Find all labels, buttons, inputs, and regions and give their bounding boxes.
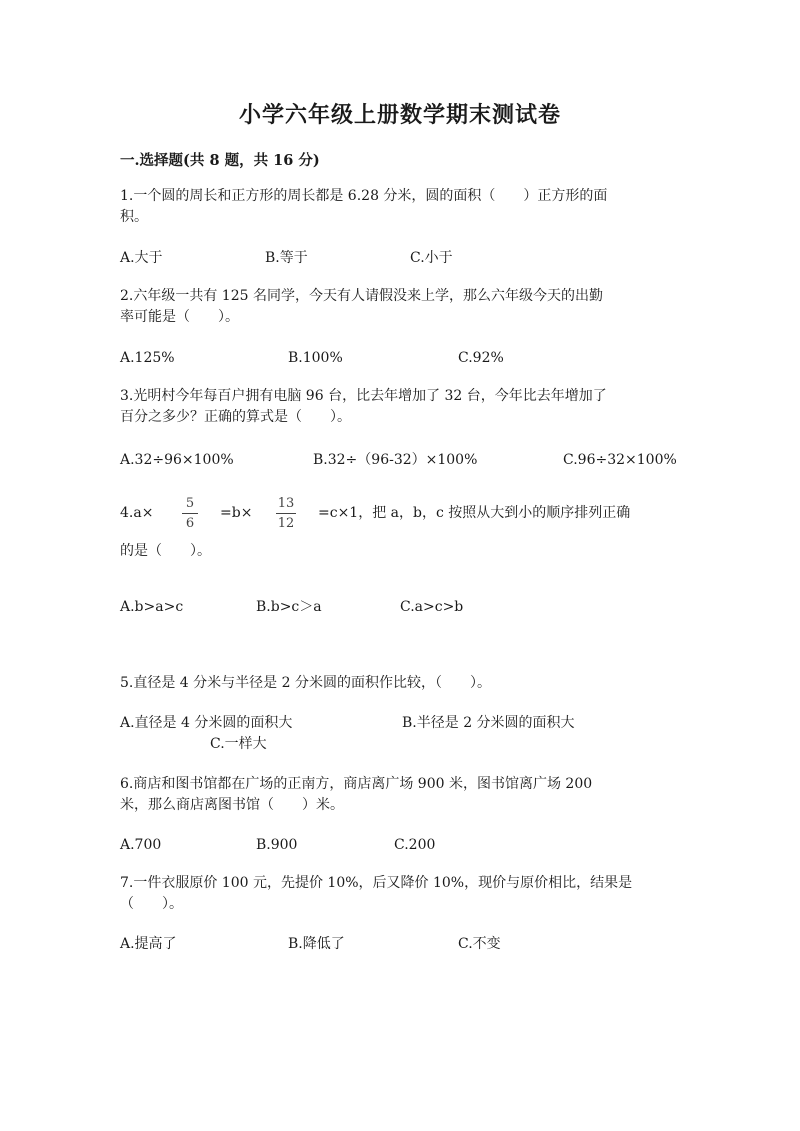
question-5 xyxy=(120,673,491,694)
question-6-line-2: 米，那么商店离图书馆（ ）米。 xyxy=(120,797,344,813)
q6-option-b: B.900 xyxy=(256,837,298,853)
fraction-numerator: 5 xyxy=(185,496,195,511)
question-7-line-1: 7.一件衣服原价 100 元，先提价 10%，后又降价 10%，现价与原价相比，结果是 xyxy=(120,875,633,891)
fraction-denominator: 12 xyxy=(277,516,295,531)
q6-option-a: A.700 xyxy=(120,837,162,853)
q3-option-b: B.32÷（96-32）×100% xyxy=(313,452,478,468)
question-4-part-1: 4.a× xyxy=(120,505,154,521)
question-7 xyxy=(120,873,632,915)
question-7-line-2: （ ）。 xyxy=(120,896,183,912)
q6-option-c: C.200 xyxy=(394,837,436,853)
fraction-5-6 xyxy=(182,496,198,532)
section-heading: 一.选择题(共 8 题，共 16 分) xyxy=(120,152,320,169)
q2-option-b: B.100% xyxy=(288,350,343,366)
q2-option-c: C.92% xyxy=(458,350,504,366)
question-2-line-1: 2.六年级一共有 125 名同学，今天有人请假没来上学，那么六年级今天的出勤 xyxy=(120,288,603,304)
question-6-line-1: 6.商店和图书馆都在广场的正南方，商店离广场 900 米，图书馆离广场 200 xyxy=(120,776,593,792)
q3-option-a: A.32÷96×100% xyxy=(120,452,234,468)
fraction-denominator: 6 xyxy=(185,516,195,531)
q1-option-a: A.大于 xyxy=(120,250,163,266)
q4-option-b: B.b>c＞a xyxy=(256,599,322,615)
question-2 xyxy=(120,286,603,328)
question-4-part-3: =c×1，把 a，b，c 按照从大到小的顺序排列正确 xyxy=(318,505,631,521)
question-1-line-1: 1.一个圆的周长和正方形的周长都是 6.28 分米，圆的面积（ ）正方形的面 xyxy=(120,188,608,204)
q1-option-b: B.等于 xyxy=(265,250,308,266)
question-3-line-2: 百分之多少？正确的算式是（ ）。 xyxy=(120,409,351,425)
q5-option-b: B.半径是 2 分米圆的面积大 xyxy=(402,715,575,731)
q1-option-c: C.小于 xyxy=(410,250,453,266)
q3-option-c: C.96÷32×100% xyxy=(563,452,677,468)
q4-option-c: C.a>c>b xyxy=(400,599,464,615)
question-4-part-2: =b× xyxy=(220,505,253,521)
q5-option-a: A.直径是 4 分米圆的面积大 xyxy=(120,715,293,731)
page-title: 小学六年级上册数学期末测试卷 xyxy=(238,102,561,128)
fraction-bar xyxy=(276,513,296,514)
fraction-bar xyxy=(182,513,198,514)
question-3 xyxy=(120,386,607,428)
fraction-numerator: 13 xyxy=(277,496,295,511)
q2-option-a: A.125% xyxy=(120,350,175,366)
q7-option-c: C.不变 xyxy=(458,936,501,952)
q7-option-a: A.提高了 xyxy=(120,936,177,952)
fraction-13-12 xyxy=(276,496,296,532)
question-5-line-1: 5.直径是 4 分米与半径是 2 分米圆的面积作比较，（ ）。 xyxy=(120,675,491,691)
q4-option-a: A.b>a>c xyxy=(120,599,184,615)
question-4-line-2: 的是（ ）。 xyxy=(120,543,211,559)
question-1-line-2: 积。 xyxy=(120,209,148,225)
q7-option-b: B.降低了 xyxy=(288,936,345,952)
question-1 xyxy=(120,186,607,228)
question-3-line-1: 3.光明村今年每百户拥有电脑 96 台，比去年增加了 32 台，今年比去年增加了 xyxy=(120,388,607,404)
q5-option-c: C.一样大 xyxy=(210,736,267,752)
question-6 xyxy=(120,774,592,816)
question-2-line-2: 率可能是（ ）。 xyxy=(120,309,239,325)
